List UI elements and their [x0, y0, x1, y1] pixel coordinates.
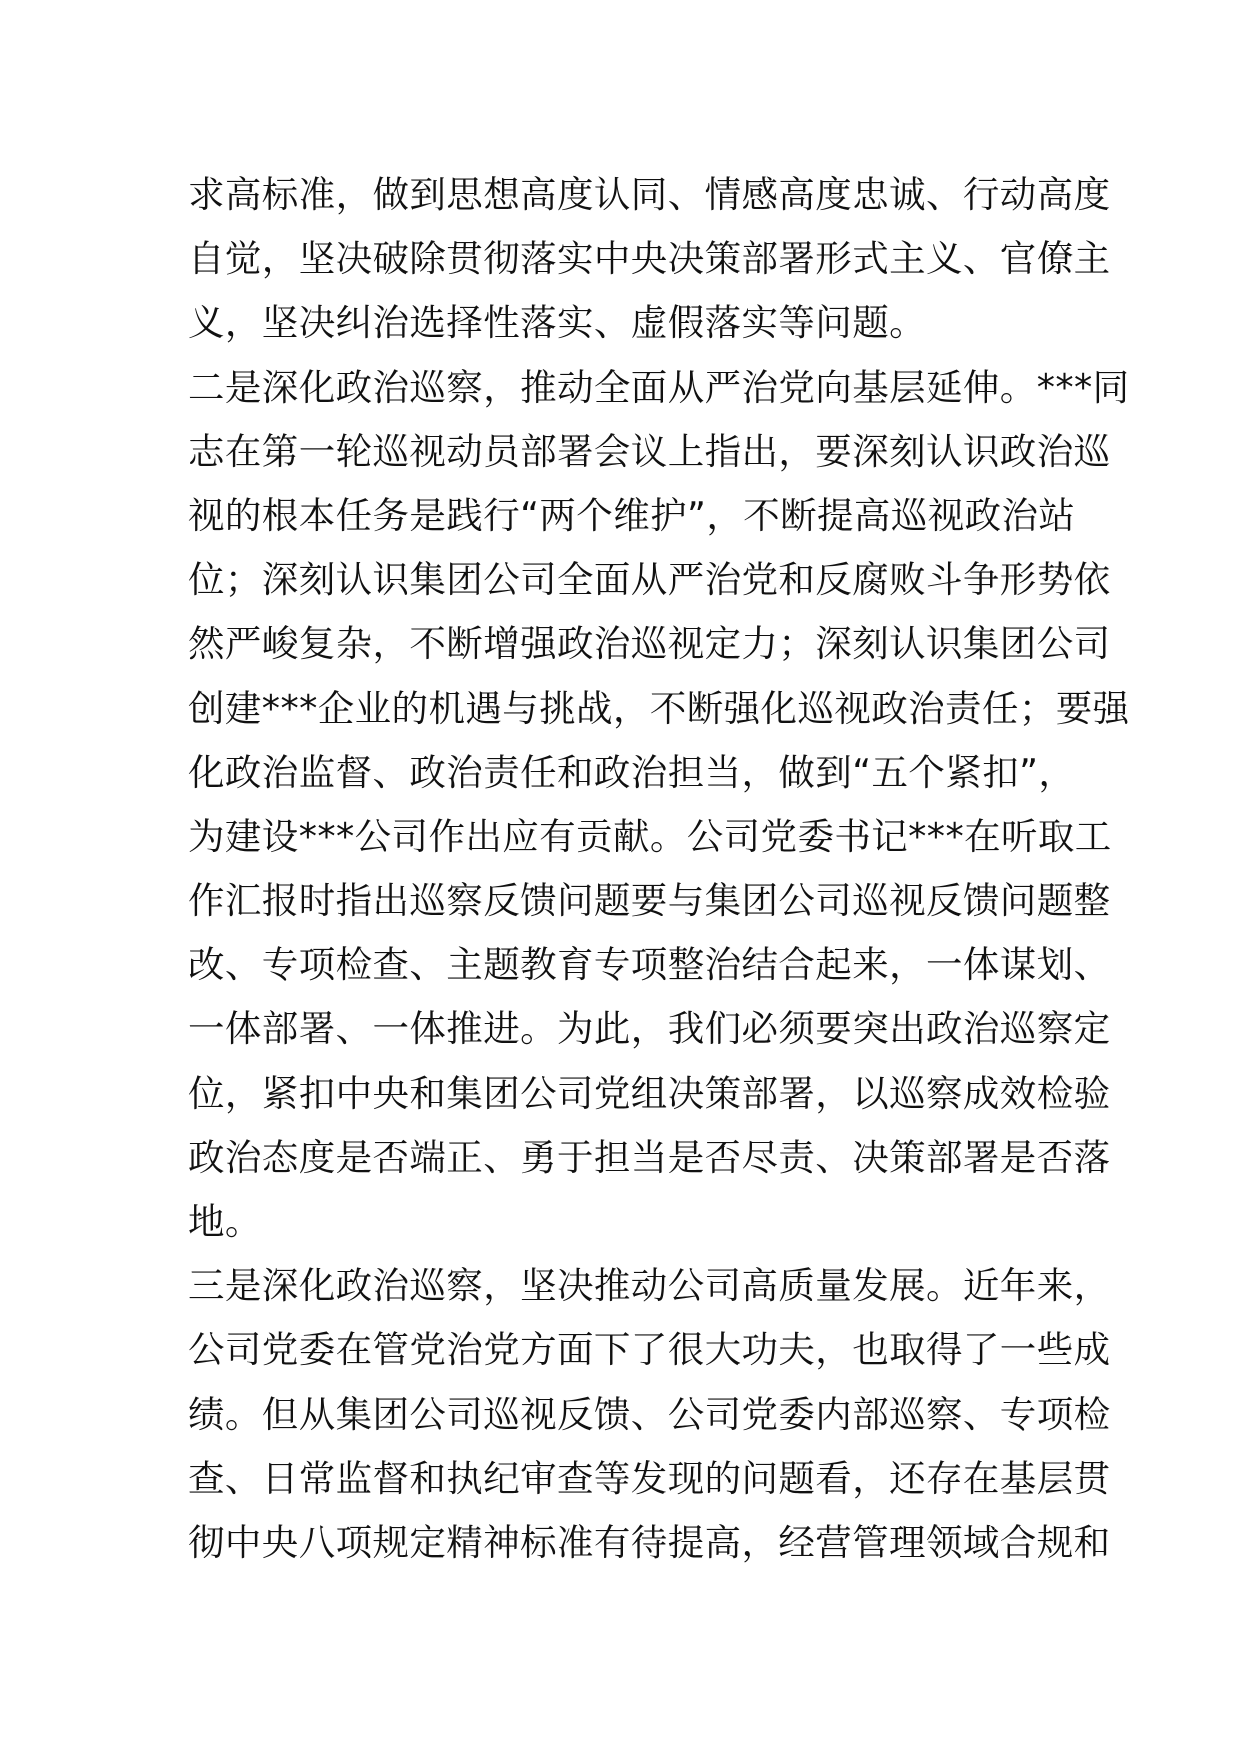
text-line: 三是深化政治巡察，坚决推动公司高质量发展。近年来， [188, 1264, 1111, 1308]
text-line: 公司党委在管党治党方面下了很大功夫，也取得了一些成 [188, 1328, 1111, 1372]
text-line: 志在第一轮巡视动员部署会议上指出，要深刻认识政治巡 [188, 429, 1111, 473]
text-line: 化政治监督、政治责任和政治担当，做到“五个紧扣”， [188, 750, 1076, 794]
text-line: 政治态度是否端正、勇于担当是否尽责、决策部署是否落 [188, 1135, 1111, 1179]
text-line: 查、日常监督和执纪审查等发现的问题看，还存在基层贯 [188, 1456, 1111, 1500]
text-line: 一体部署、一体推进。为此，我们必须要突出政治巡察定 [188, 1007, 1111, 1051]
text-line: 求高标准，做到思想高度认同、情感高度忠诚、行动高度 [188, 173, 1111, 216]
text-line: 绩。但从集团公司巡视反馈、公司党委内部巡察、专项检 [188, 1392, 1111, 1436]
text-line: 然严峻复杂，不断增强政治巡视定力；深刻认识集团公司 [188, 622, 1111, 666]
text-line: 创建***企业的机遇与挑战，不断强化巡视政治责任；要强 [188, 686, 1130, 730]
text-line: 地。 [188, 1200, 262, 1243]
text-line: 作汇报时指出巡察反馈问题要与集团公司巡视反馈问题整 [188, 879, 1111, 923]
text-line: 义，坚决纠治选择性落实、虚假落实等问题。 [188, 301, 926, 345]
body-text [188, 163, 1130, 1575]
text-line: 为建设***公司作出应有贡献。公司党委书记***在听取工 [188, 814, 1112, 858]
text-line: 自觉，坚决破除贯彻落实中央决策部署形式主义、官僚主 [188, 237, 1111, 281]
text-line: 二是深化政治巡察，推动全面从严治党向基层延伸。***同 [188, 365, 1130, 409]
text-line: 改、专项检查、主题教育专项整治结合起来，一体谋划、 [188, 943, 1111, 987]
text-line: 位，紧扣中央和集团公司党组决策部署，以巡察成效检验 [188, 1071, 1111, 1115]
text-line: 彻中央八项规定精神标准有待提高，经营管理领域合规和 [188, 1520, 1111, 1564]
text-line: 位；深刻认识集团公司全面从严治党和反腐败斗争形势依 [188, 558, 1111, 602]
text-line: 视的根本任务是践行“两个维护”，不断提高巡视政治站 [188, 493, 1076, 537]
